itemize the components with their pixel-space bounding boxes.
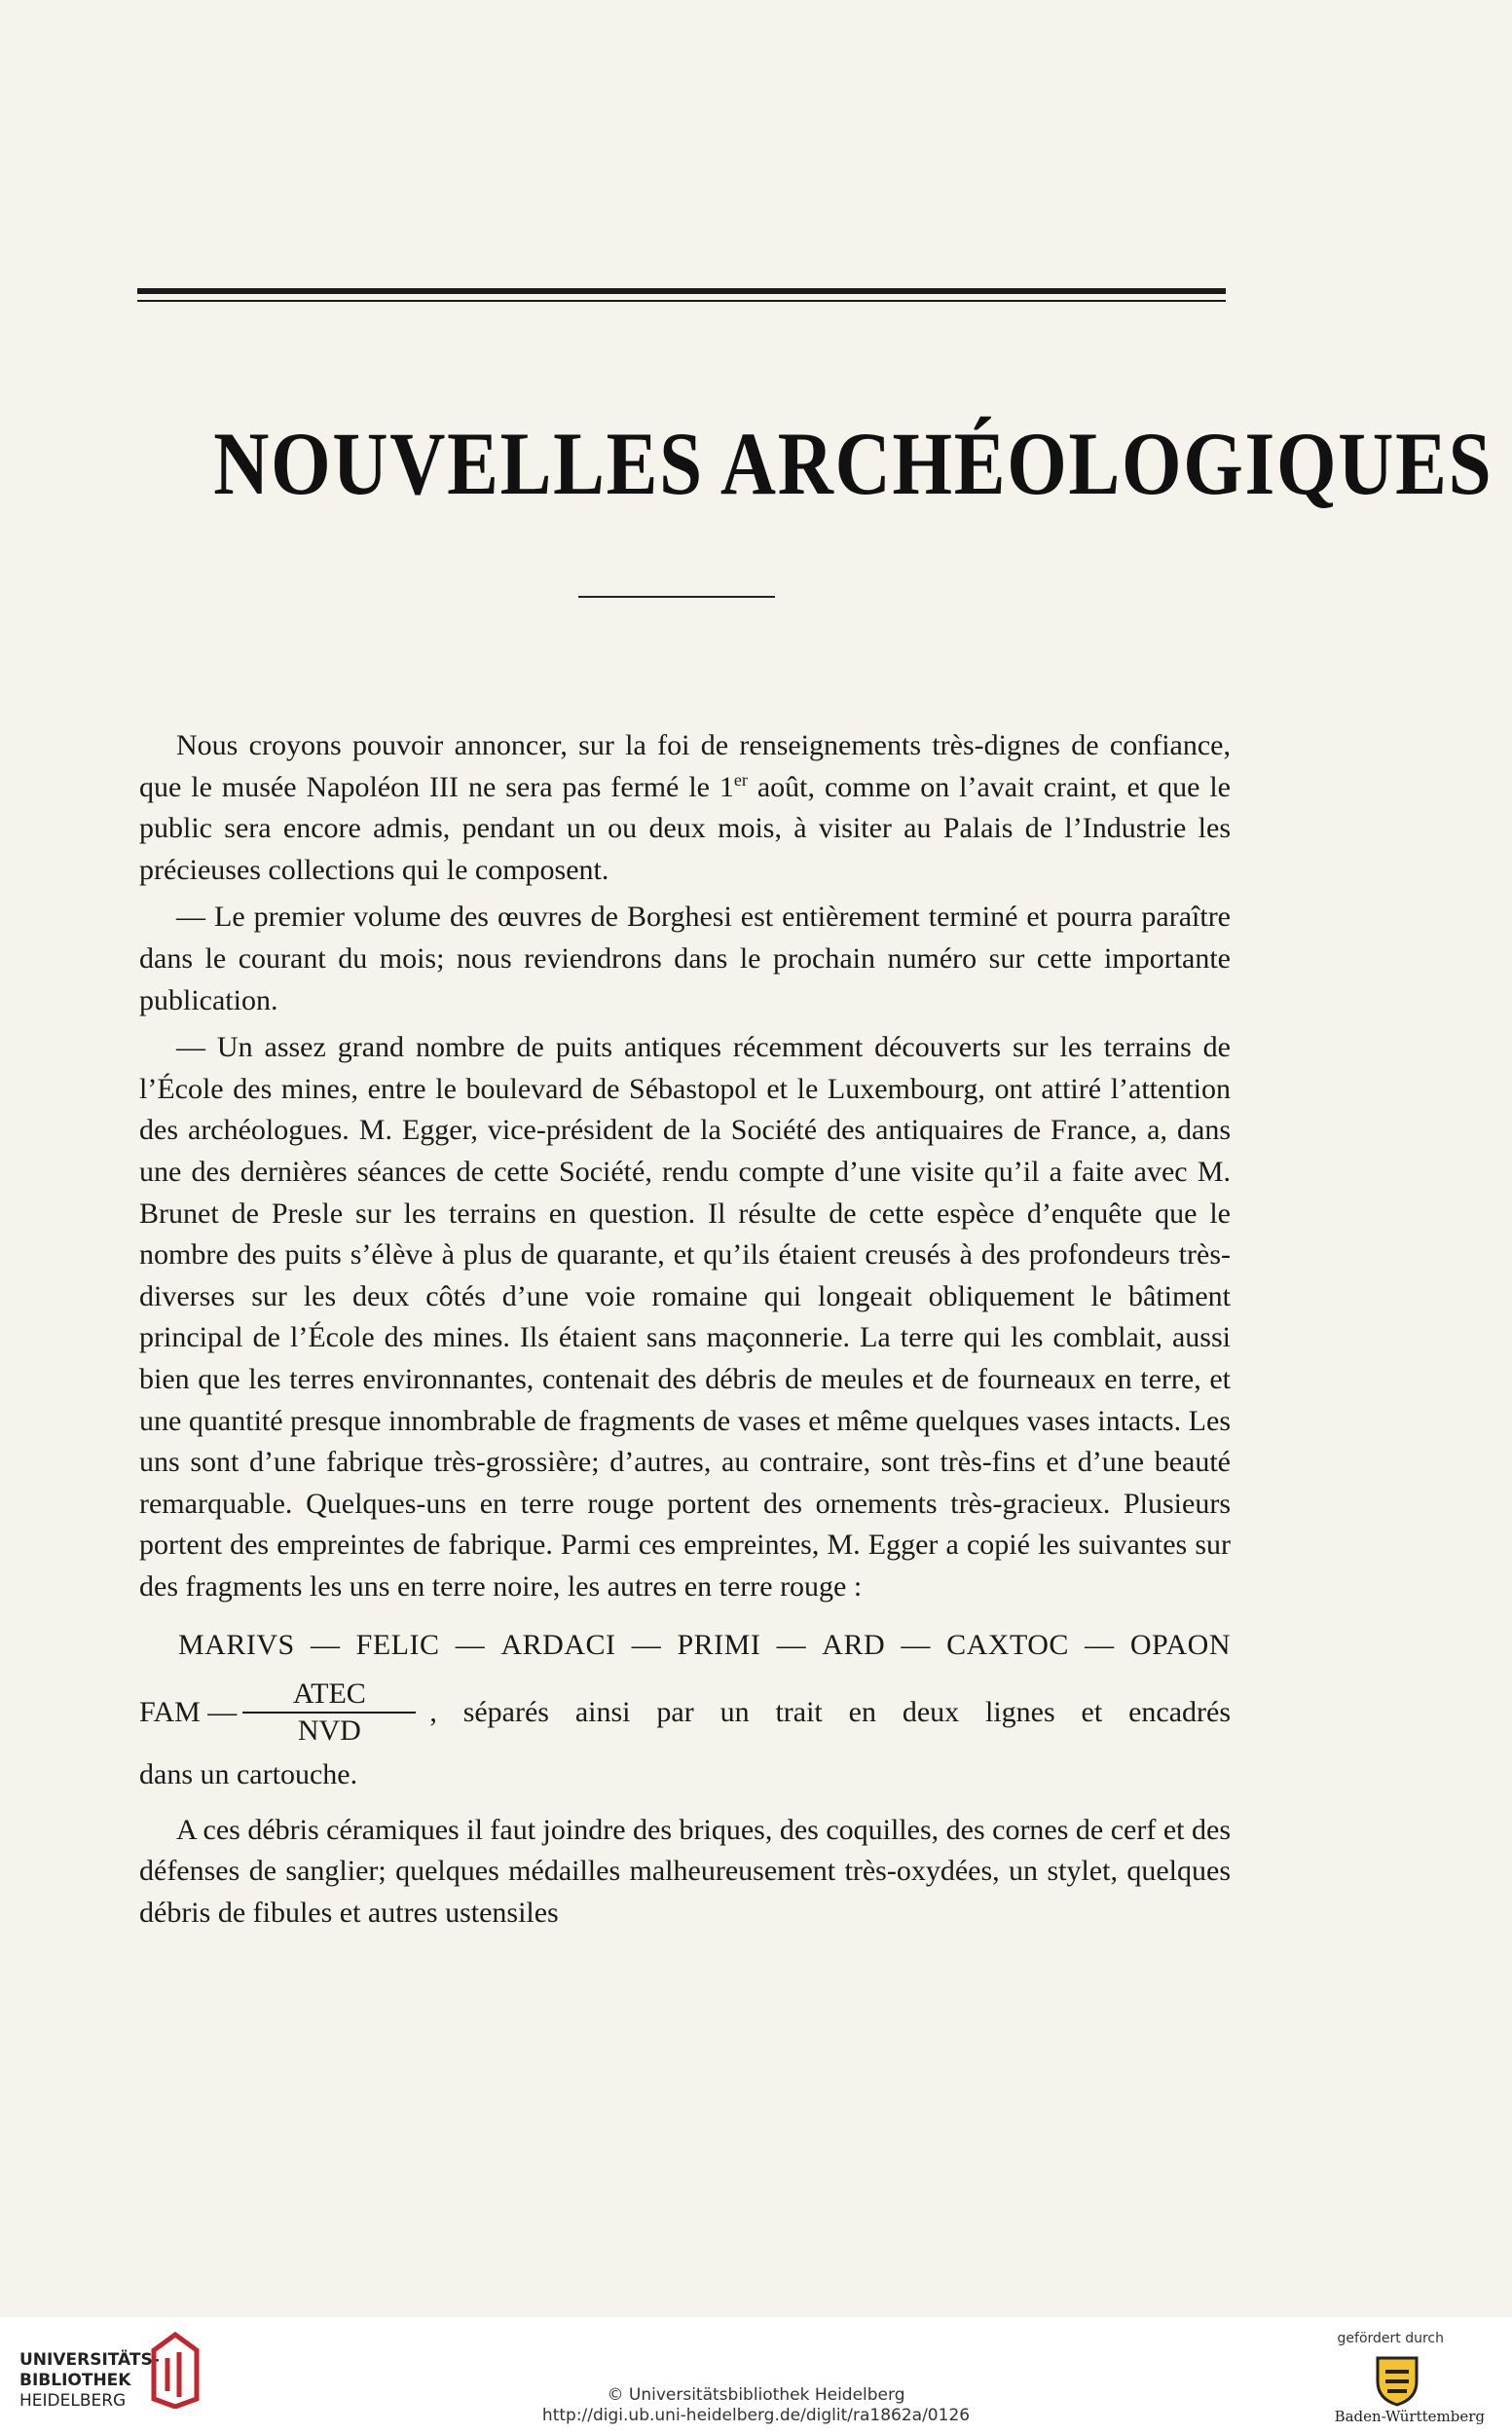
- stamp-top: ATEC: [292, 1677, 366, 1711]
- inscription-dash: —: [1085, 1629, 1115, 1662]
- funder-name: Baden-Württemberg: [1334, 2408, 1485, 2425]
- copyright-line: © Universitätsbibliothek Heidelberg: [607, 2385, 905, 2405]
- fam-end: dans un cartouche.: [139, 1758, 358, 1791]
- inscription-item: ARDACI: [500, 1629, 616, 1662]
- stamp-fraction: [242, 1678, 416, 1747]
- fam-stamp-line: [139, 1671, 1231, 1754]
- stamp-bottom: NVD: [297, 1714, 361, 1748]
- title-rule: [578, 596, 775, 598]
- digitization-footer: [0, 2317, 1512, 2433]
- inscription-item: FELIC: [355, 1629, 440, 1662]
- inscription-item: CAXTOC: [946, 1629, 1069, 1662]
- inscription-dash: —: [631, 1629, 662, 1662]
- source-url[interactable]: http://digi.ub.uni-heidelberg.de/diglit/ra1862a/0126: [541, 2406, 971, 2425]
- paragraph-2: — Le premier volume des œuvres de Borghesi est entièrement terminé et pourra paraître dans le courant du mois; nous reviendrons dans le prochain numéro sur cette importante publication.: [139, 901, 1231, 1016]
- inscription-dash: —: [776, 1629, 807, 1662]
- funded-by-label: gefördert durch: [1337, 2331, 1444, 2346]
- inscription-dash: —: [310, 1629, 341, 1662]
- stamp-divider: [242, 1712, 416, 1714]
- top-thick-rule: [137, 288, 1226, 294]
- inscription-dash: —: [901, 1629, 931, 1662]
- inscription-item: OPAON: [1129, 1629, 1231, 1662]
- library-name: UNIVERSITÄTS- BIBLIOTHEK HEIDELBERG: [19, 2350, 160, 2411]
- paragraph-4: A ces débris céramiques il faut joindre des briques, des coquilles, des cornes de cerf et des défenses de sanglier; quelques médailles malheureusement très-oxydées, un stylet, quelques débris de fibules et autres ustensiles: [139, 1813, 1231, 1929]
- paragraph-3: — Un assez grand nombre de puits antiques récemment découverts sur les terrains de l’École des mines, entre le boulevard de Sébastopol et le Luxembourg, ont attiré l’attention des archéologues. M. Egger, vice-président de la Société des antiquaires de France, a, dans une des dernières séances de cette Société, rendu compte d’une visite qu’il a faite avec M. Brunet de Presle sur les terrains en question. Il résulte de cette espèce d’enquête que le nombre des puits s’élève à plus de quarante, et qu’ils étaient creusés à des profondeurs très-diverses sur les deux côtés d’une voie romaine qui longeait obliquement le bâtiment principal de l’École des mines. Ils étaient sans maçonnerie. La terre qui les comblait, aussi bien que les terres environnantes, contenait des débris de meules et de fourneaux en terre, et une quantité presque innombrable de fragments de vases et même quelques vases intacts. Les uns sont d’une fabrique très-grossière; d’autres, au contraire, sont très-fins et d’une beauté remarquable. Quelques-uns en terre rouge portent des ornements très-gracieux. Plusieurs portent des empreintes de fabrique. Parmi ces empreintes, M. Egger a copié les suivantes sur des fragments les uns en terre noire, les autres en terre rouge :: [139, 1031, 1231, 1603]
- coat-of-arms-icon: [1372, 2352, 1422, 2407]
- inscription-item: ARD: [822, 1629, 886, 1662]
- inscriptions-line: [178, 1625, 1231, 1667]
- article-body: [139, 725, 1231, 1939]
- paragraph-1: Nous croyons pouvoir annoncer, sur la foi de renseignements très-dignes de confiance, que le musée Napoléon III ne sera pas fermé le 1er août, comme on l’avait craint, et que le public sera encore admis, pendant un ou deux mois, à visiter au Palais de l’Industrie les précieuses collections qui le composent.: [139, 729, 1232, 886]
- fam-description: , séparés ainsi par un trait en deux lignes et encadrés: [429, 1695, 1231, 1728]
- inscription-item: MARIVS: [178, 1629, 295, 1662]
- top-thin-rule: [137, 300, 1226, 302]
- inscription-item: PRIMI: [677, 1629, 761, 1662]
- inscription-dash: —: [455, 1629, 486, 1662]
- page-title: NOUVELLES ARCHÉOLOGIQUES: [213, 414, 1494, 513]
- fam-prefix: FAM —: [139, 1695, 238, 1728]
- superscript-er: er: [733, 769, 748, 790]
